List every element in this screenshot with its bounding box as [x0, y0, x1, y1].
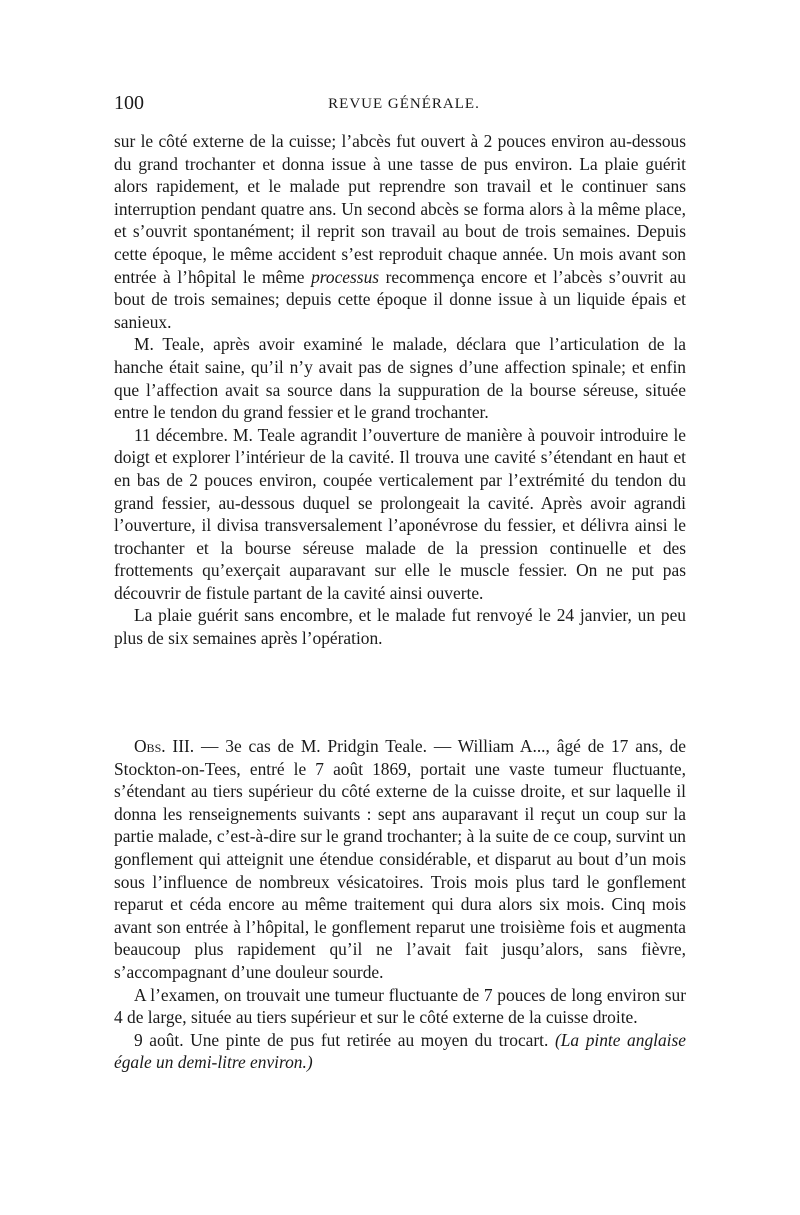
- running-title: REVUE GÉNÉRALE.: [328, 96, 480, 112]
- observation-label: Obs. III.: [134, 736, 195, 756]
- paragraph: [114, 1029, 686, 1074]
- paragraph: M. Teale, après avoir examiné le malade, déclara que l’articulation de la hanche était saine, qu’il n’y avait pas de signes d’une affection spinale; et enfin que l’affection avait sa source dans la suppuration de la bourse séreuse, située entre le tendon du grand fessier et le grand trochanter.: [114, 334, 686, 423]
- paragraph-text: — 3e cas de M. Pridgin Teale. — William A..., âgé de 17 ans, de Stockton-on-Tees, entré le 7 août 1869, portait une vaste tumeur fluctuante, s’étendant au tiers supérieur du côté externe de la cuisse droite, et sur laquelle il donna les renseignements suivants : sept ans auparavant il reçut un coup sur la partie malade, c’est-à-dire sur le grand trochanter; à la suite de ce coup, survint un gonflement qui atteignit une étendue considérable, et disparut au bout d’un mois sous l’influence de nombreux vésicatoires. Trois mois plus tard le gonflement reparut et céda encore au même traitement qui dura alors six mois. Cinq mois avant son entrée à l’hôpital, le gonflement reparut une troisième fois et augmenta beaucoup plus rapidement qu’il ne l’avait fait jusqu’alors, sans fièvre, s’accompagnant d’une douleur sourde.: [114, 736, 686, 982]
- paragraph-text: 9 août. Une pinte de pus fut retirée au moyen du trocart.: [134, 1029, 549, 1050]
- paragraph: [114, 130, 686, 333]
- italic-note: (La pinte anglaise égale un demi-litre environ.): [114, 1029, 686, 1073]
- paragraph: [114, 735, 686, 984]
- page-header: [114, 92, 694, 122]
- paragraph-text: recommença encore et l’abcès s’ouvrit au bout de trois semaines; depuis cette époque il donne issue à un liquide épais et sanieux.: [114, 266, 686, 332]
- italic-term: processus: [311, 266, 380, 287]
- paragraph: A l’examen, on trouvait une tumeur fluctuante de 7 pouces de long environ sur 4 de large, située au tiers supérieur et sur le côté externe de la cuisse droite.: [114, 984, 686, 1028]
- paragraph: La plaie guérit sans encombre, et le malade fut renvoyé le 24 janvier, un peu plus de six semaines après l’opération.: [114, 605, 686, 649]
- paragraph-text: sur le côté externe de la cuisse; l’abcès fut ouvert à 2 pouces environ au-dessous du grand trochanter et donna issue à une tasse de pus environ. La plaie guérit alors rapidement, et le malade put reprendre son travail et le continuer sans interruption pendant quatre ans. Un second abcès se forma alors à la même place, et s’ouvrit spontanément; il reprit son travail au bout de trois semaines. Depuis cette époque, le même accident s’est reproduit chaque année. Un mois avant son entrée à l’hôpital le même: [114, 131, 686, 287]
- body-text-top: [114, 130, 686, 650]
- page-number: 100: [114, 92, 144, 114]
- body-text-observation: [114, 735, 686, 1074]
- paragraph: 11 décembre. M. Teale agrandit l’ouverture de manière à pouvoir introduire le doigt et explorer l’intérieur de la cavité. Il trouva une cavité s’étendant en haut et en bas de 2 pouces environ, coupée verticalement par l’extrémité du tendon du grand fessier, au-dessous duquel se prolongeait la cavité. Après avoir agrandi l’ouverture, il divisa transversalement l’aponévrose du fessier, et délivra ainsi le trochanter et la bourse séreuse malade de la pression continuelle et des frottements qu’exerçait auparavant sur elle le muscle fessier. On ne put pas découvrir de fistule partant de la cavité ainsi ouverte.: [114, 424, 686, 603]
